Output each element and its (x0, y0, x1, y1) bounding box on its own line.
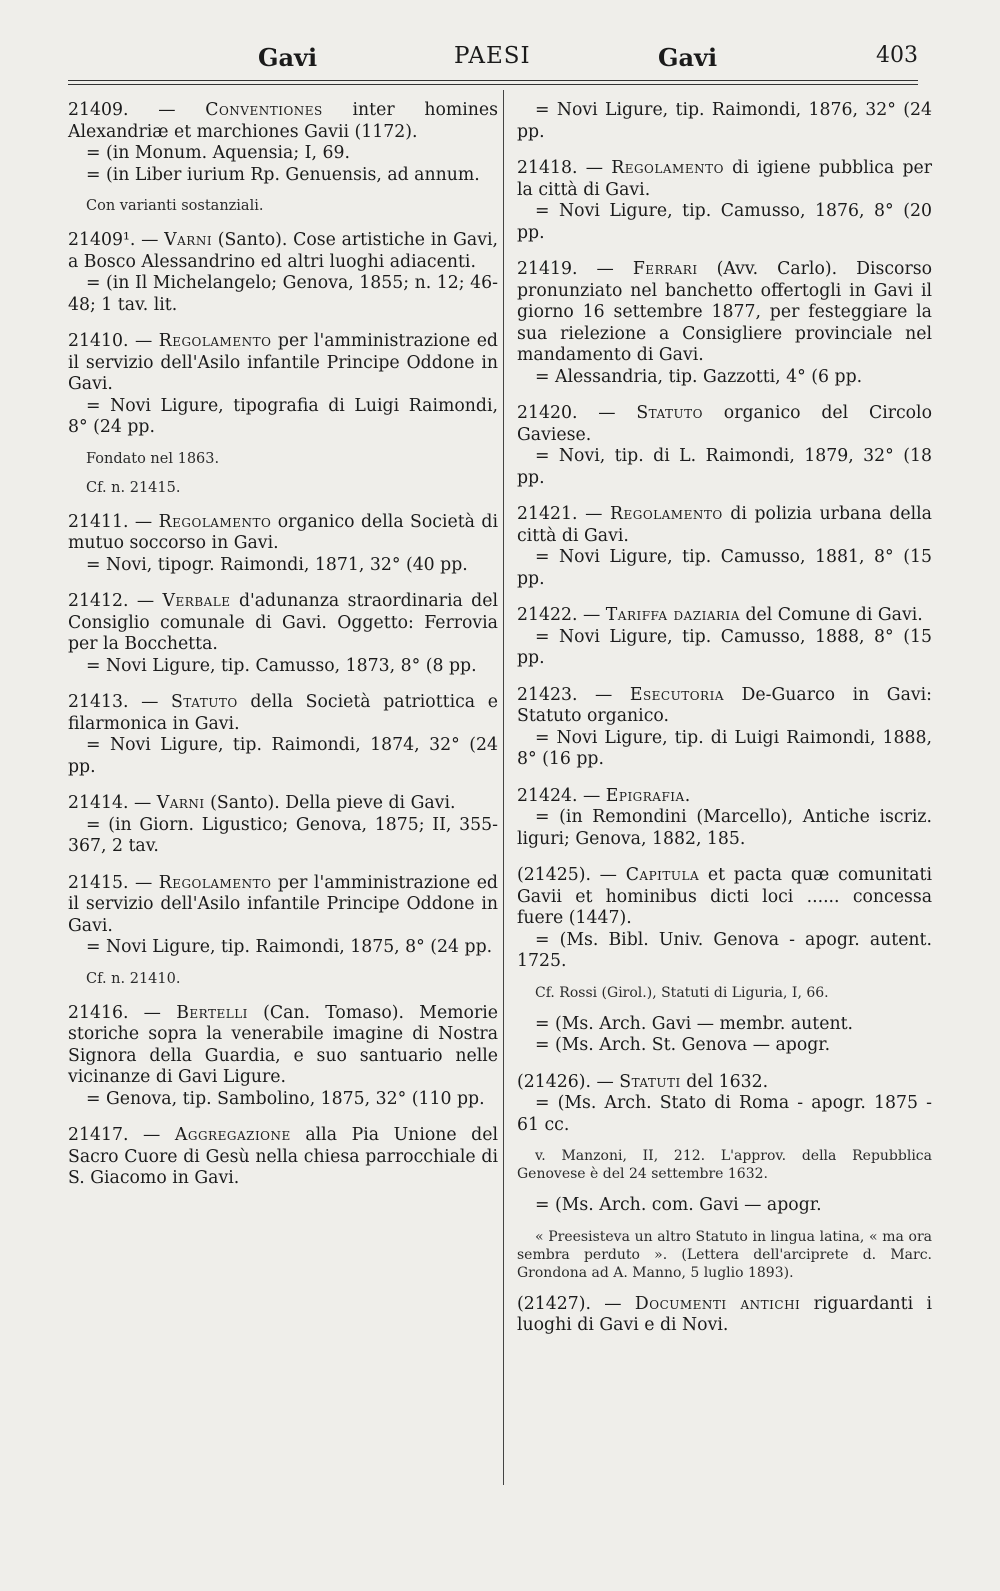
entry-keyword: Varni (156, 793, 205, 813)
entry-title: di polizia urbana della città di Gavi. (517, 504, 932, 546)
entry-title: inter homines Alexandriæ et marchiones Gavii (1172). (68, 100, 498, 142)
entry-dash: — (128, 511, 159, 532)
entry-note: « Preesisteva un altro Statuto in lingua latina, « ma ora sembra perduto ». (Lettera dell'arciprete d. Marc. Grondona ad A. Manno, 5 luglio 1893). (517, 1228, 932, 1281)
entry-keyword: Regolamento (158, 331, 272, 351)
entry-heading (68, 1003, 498, 1089)
entry-dash: — (128, 793, 157, 813)
entry-title: De-Guarco in Gavi: Statuto organico. (517, 684, 932, 726)
bibliography-entry (517, 100, 932, 143)
bibliography-entry (517, 865, 932, 973)
entry-keyword: Regolamento (158, 511, 272, 532)
entry-heading (68, 793, 498, 815)
publication-line: = Novi Ligure, tip. Raimondi, 1876, 32° (24 pp. (517, 100, 932, 142)
entry-title: del 1632. (680, 1071, 769, 1092)
entry-number: 21423. (517, 684, 578, 705)
publication-line: = Novi Ligure, tip. Camusso, 1876, 8° (20 pp. (517, 201, 932, 243)
right-column (517, 100, 932, 1352)
publication-line: = Genova, tip. Sambolino, 1875, 32° (110 pp. (86, 1088, 485, 1109)
entry-heading (517, 158, 932, 201)
publication-line: = Novi Ligure, tip. Camusso, 1881, 8° (15 pp. (517, 547, 932, 589)
entry-number: 21418. (517, 158, 578, 178)
entry-number: 21409. (68, 100, 129, 120)
bibliography-entry (68, 873, 498, 959)
entry-number: 21421. (517, 504, 578, 524)
publication-line: = (Ms. Arch. Stato di Roma - apogr. 1875 - 61 cc. (517, 1093, 932, 1135)
entry-number: 21413. (68, 692, 129, 712)
header-rule (68, 80, 918, 81)
entry-title: per l'amministrazione ed il servizio dell'Asilo infantile Principe Oddone in Gavi. (68, 872, 498, 936)
publication-line: = (in Monum. Aquensia; I, 69. (86, 143, 350, 163)
entry-keyword: Statuto (171, 692, 238, 712)
entry-note: Fondato nel 1863. (86, 450, 220, 467)
bibliography-entry (68, 100, 498, 186)
bibliography-entry (517, 158, 932, 244)
entry-number: 21412. (68, 591, 129, 611)
entry-dash: — (590, 865, 626, 885)
entry-dash: — (128, 1125, 175, 1145)
bibliography-entry (68, 331, 498, 439)
publication-line: = Novi, tip. di L. Raimondi, 1879, 32° (18 pp. (517, 446, 932, 488)
entry-heading (517, 504, 932, 547)
entry-number: 21416. (68, 1002, 129, 1023)
entry-keyword: Statuti (619, 1071, 681, 1092)
entry-heading (68, 230, 498, 273)
entry-keyword: Verbale (162, 591, 231, 611)
publication-line: = Novi, tipogr. Raimondi, 1871, 32° (40 pp. (86, 554, 468, 575)
entry-note: Con varianti sostanziali. (86, 198, 264, 214)
entry-heading (68, 331, 498, 396)
entry-heading (517, 865, 932, 930)
entry-title: di igiene pubblica per la città di Gavi. (517, 158, 932, 200)
publication-line: = (in Remondini (Marcello), Antiche iscriz. liguri; Genova, 1882, 185. (517, 807, 932, 849)
entry-keyword: Varni (164, 230, 213, 250)
bibliography-entry (68, 230, 498, 316)
entry-heading (68, 692, 498, 735)
entry-number: 21422. (517, 605, 578, 625)
entry-heading (68, 591, 498, 656)
left-column (68, 100, 498, 1205)
entry-dash: — (135, 230, 165, 250)
entry-heading (517, 403, 932, 446)
entry-number: 21411. (68, 511, 129, 532)
entry-keyword: Documenti antichi (634, 1293, 801, 1314)
entry-dash: — (577, 605, 606, 625)
publication-line: = Novi Ligure, tip. Camusso, 1888, 8° (15 pp. (517, 626, 932, 668)
bibliography-entry (517, 259, 932, 388)
entry-keyword: Bertelli (176, 1002, 248, 1023)
publication-line: = (in Giorn. Ligustico; Genova, 1875; II, 355-367, 2 tav. (68, 814, 498, 856)
publication-continuation (517, 1014, 932, 1057)
bibliography-entry (68, 1003, 498, 1111)
entry-title: del Comune di Gavi. (739, 605, 923, 625)
entry-heading (68, 100, 498, 143)
bibliography-entry (68, 692, 498, 778)
entry-keyword: Regolamento (609, 504, 723, 524)
publication-line: = (Ms. Arch. Gavi — membr. autent. (535, 1013, 854, 1034)
running-header (68, 38, 918, 78)
entry-heading (68, 512, 498, 555)
bibliography-entry (517, 786, 932, 851)
entry-keyword: Regolamento (611, 158, 724, 178)
entry-title: et pacta quæ comunitati Gavii et hominibus dicti loci ...... concessa fuere (1447). (517, 865, 932, 928)
bibliography-entry (517, 605, 932, 670)
entry-number: 21424. (517, 785, 578, 806)
entry-keyword: Regolamento (158, 872, 272, 893)
entry-dash: — (590, 1071, 620, 1092)
entry-number: 21415. (68, 872, 129, 893)
entry-heading (517, 685, 932, 728)
entry-title: organico del Circolo Gaviese. (517, 403, 932, 445)
entry-note: v. Manzoni, II, 212. L'approv. della Repubblica Genovese è del 24 settembre 1632. (517, 1148, 932, 1182)
bibliography-entry (517, 1072, 932, 1137)
entry-keyword: Capitula (625, 865, 700, 885)
entry-dash: — (128, 872, 159, 893)
publication-line: = Novi Ligure, tipografia di Luigi Raimondi, 8° (24 pp. (68, 395, 498, 437)
publication-line: = (Ms. Arch. St. Genova — apogr. (535, 1035, 831, 1055)
publication-line: = Alessandria, tip. Gazzotti, 4° (6 pp. (535, 366, 863, 387)
entry-dash: — (128, 331, 159, 351)
entry-keyword: Esecutoria (629, 684, 725, 705)
page-number: 403 (876, 43, 918, 68)
entry-heading (517, 1294, 932, 1337)
bibliography-entry (517, 685, 932, 771)
publication-continuation (517, 1195, 932, 1217)
entry-title: (Avv. Carlo). Discorso pronunziato nel banchetto offertogli in Gavi il giorno 16 settembre 1877, per festeggiare la sua rielezione a Consigliere provinciale nel mandamento di Gavi. (517, 259, 932, 365)
entry-number: 21419. (517, 259, 578, 279)
entry-keyword: Aggregazione (174, 1125, 291, 1145)
header-section-title: PAESI (454, 43, 531, 69)
publication-line: = (in Liber iurium Rp. Genuensis, ad annum. (86, 164, 480, 185)
publication-line: = (in Il Michelangelo; Genova, 1855; n. 12; 46-48; 1 tav. lit. (68, 273, 498, 315)
bibliography-entry (68, 793, 498, 858)
entry-title: organico della Società di mutuo soccorso in Gavi. (68, 511, 498, 553)
publication-line: = Novi Ligure, tip. Camusso, 1873, 8° (8 pp. (86, 655, 477, 676)
bibliography-entry (517, 1294, 932, 1337)
entry-number: (21426). (517, 1071, 591, 1092)
entry-dash: — (128, 100, 206, 120)
bibliography-entry (68, 1125, 498, 1190)
entry-title: d'adunanza straordinaria del Consiglio comunale di Gavi. Oggetto: Ferrovia per la Bocchetta. (68, 591, 498, 654)
entry-heading (68, 873, 498, 938)
header-left-word: Gavi (258, 43, 318, 72)
header-rule-thin (68, 84, 918, 85)
entry-dash: — (577, 403, 637, 423)
entry-number: (21427). (517, 1293, 591, 1314)
publication-line: = Novi Ligure, tip. di Luigi Raimondi, 1888, 8° (16 pp. (517, 727, 932, 769)
column-divider (503, 90, 504, 1485)
entry-title: della Società patriottica e filarmonica in Gavi. (68, 692, 498, 734)
entry-dash: — (128, 692, 172, 712)
publication-line: = Novi Ligure, tip. Raimondi, 1875, 8° (24 pp. (86, 937, 493, 957)
publication-line: = (Ms. Arch. com. Gavi — apogr. (535, 1195, 822, 1215)
entry-dash: — (577, 785, 606, 806)
entry-number: 21417. (68, 1125, 129, 1145)
entry-note: Cf. Rossi (Girol.), Statuti di Liguria, I, 66. (535, 984, 829, 1001)
entry-dash: — (128, 591, 163, 611)
entry-title: per l'amministrazione ed il servizio dell'Asilo infantile Principe Oddone in Gavi. (68, 331, 498, 394)
entry-dash: — (577, 684, 630, 705)
entry-title: (Can. Tomaso). Memorie storiche sopra la venerabile imagine di Nostra Signora della Guardia, e suo santuario nelle vicinanze di Gavi Ligure. (68, 1002, 498, 1087)
entry-keyword: Statuto (636, 403, 703, 423)
entry-dash: — (577, 158, 612, 178)
entry-keyword: Ferrari (632, 259, 698, 279)
entry-keyword: Conventiones (205, 100, 323, 120)
bibliography-entry (517, 504, 932, 590)
entry-heading (68, 1125, 498, 1190)
entry-title: alla Pia Unione del Sacro Cuore di Gesù nella chiesa parrocchiale di S. Giacomo in Gavi. (68, 1125, 498, 1188)
entry-dash: — (577, 504, 610, 524)
entry-number: 21410. (68, 331, 129, 351)
entry-title: riguardanti i luoghi di Gavi e di Novi. (517, 1293, 932, 1335)
entry-heading (517, 786, 932, 808)
entry-heading (517, 605, 932, 627)
entry-number: 21409¹. (68, 230, 136, 250)
entry-dash: — (577, 259, 633, 279)
entry-title: (Santo). Cose artistiche in Gavi, a Bosco Alessandrino ed altri luoghi adiacenti. (68, 230, 498, 272)
entry-note: Cf. n. 21410. (86, 970, 181, 987)
entry-keyword: Tariffa daziaria (605, 605, 740, 625)
entry-dash: — (590, 1293, 635, 1314)
entry-note: Cf. n. 21415. (86, 479, 181, 496)
entry-heading (517, 259, 932, 367)
bibliography-entry (68, 591, 498, 677)
entry-number: 21414. (68, 793, 129, 813)
entry-dash: — (128, 1002, 177, 1023)
header-right-word: Gavi (658, 43, 718, 72)
bibliography-entry (517, 403, 932, 489)
publication-line: = (Ms. Bibl. Univ. Genova - apogr. autent. 1725. (517, 929, 932, 971)
entry-heading (517, 1072, 932, 1094)
publication-line: = Novi Ligure, tip. Raimondi, 1874, 32° (24 pp. (68, 735, 498, 777)
entry-keyword: Epigrafia. (605, 785, 691, 806)
entry-number: 21420. (517, 403, 578, 423)
entry-number: (21425). (517, 865, 591, 885)
bibliography-entry (68, 512, 498, 577)
entry-title: (Santo). Della pieve di Gavi. (204, 793, 456, 813)
